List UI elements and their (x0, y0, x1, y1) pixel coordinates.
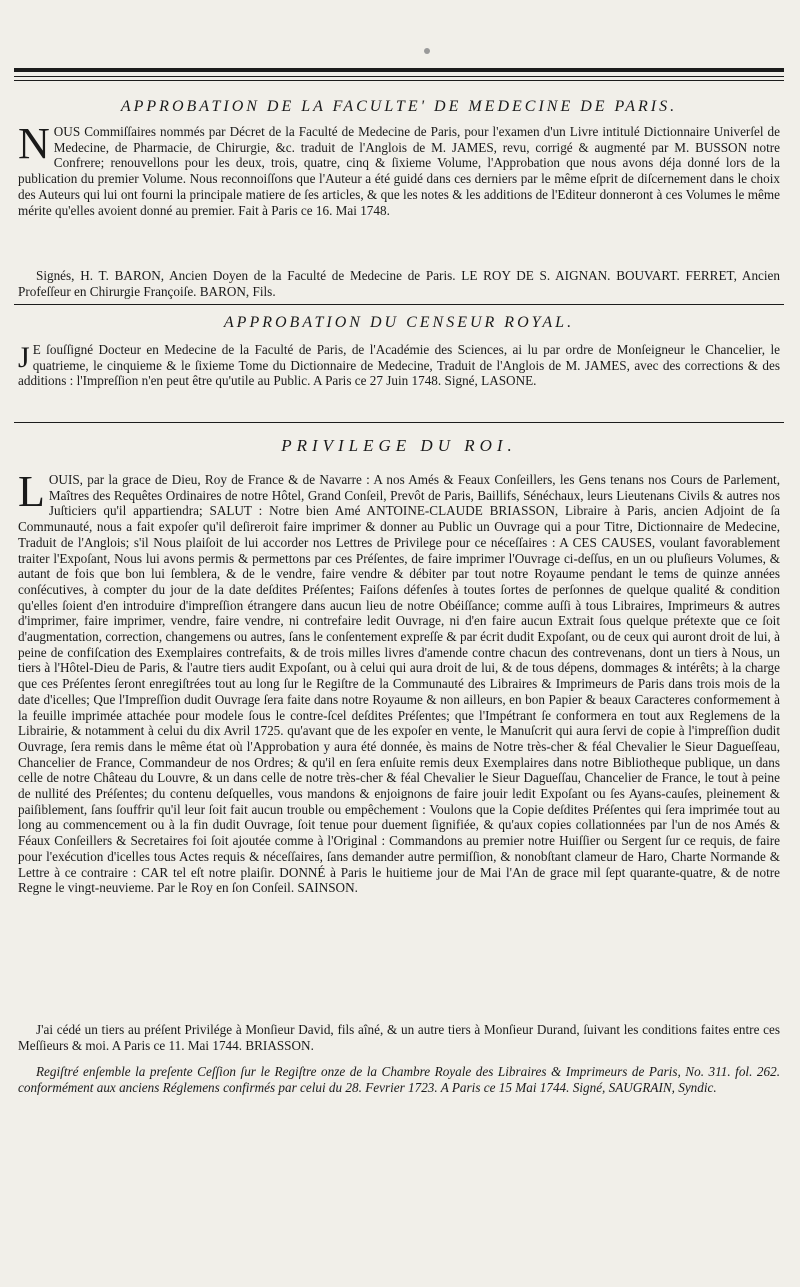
faculte-signatures (18, 268, 780, 299)
privilege-dropcap: L (18, 467, 45, 516)
registre-text (18, 1064, 780, 1095)
privilege-heading: PRIVILEGE DU ROI. (281, 436, 517, 455)
censeur-heading: APPROBATION DU CENSEUR ROYAL. (223, 314, 575, 331)
censeur-dropcap: J (18, 341, 30, 374)
censeur-separator (14, 422, 784, 423)
censeur-body: E ſouſſigné Docteur en Medecine de la Faculté de Paris, de l'Académie des Sciences, ai lu par ordre de Monſeigneur le Chancelier, le quatrieme, le cinquieme & le ſixieme Tome du Dictionnaire de Medecine, Traduit de l'Anglois de M. JAMES, avec des corrections & des additions : l'Impreſſion n'en peut être qu'utile au Public. A Paris ce 27 Juin 1748. Signé, LASONE. (18, 342, 780, 389)
faculte-approbation-text (18, 119, 780, 218)
censeur-approbation-text (18, 342, 780, 389)
top-rule-thin-1 (14, 76, 784, 77)
faculte-separator (14, 304, 784, 305)
top-rule-thin-2 (14, 80, 784, 81)
faculte-heading: APPROBATION DE LA FACULTE' DE MEDECINE DE PARIS. (120, 98, 678, 115)
registre-body: Regiſtré enſemble la preſente Ceſſion ſur le Regiſtre onze de la Chambre Royale des Libraires & Imprimeurs de Paris, No. 311. fol. 262. conformément aux anciens Réglemens confirmés par celui du 28. Fevrier 1723. A Paris ce 15 Mai 1744. Signé, SAUGRAIN, Syndic. (18, 1064, 780, 1095)
faculte-dropcap: N (18, 119, 50, 168)
faculte-signatures-text: Signés, H. T. BARON, Ancien Doyen de la Faculté de Medecine de Paris. LE ROY DE S. AIGNAN. BOUVART. FERRET, Ancien Profeſſeur en Chirurgie Françoiſe. BARON, Fils. (18, 268, 780, 299)
cession-body: J'ai cédé un tiers au préſent Privilége à Monſieur David, fils aîné, & un autre tiers à Monſieur Durand, ſuivant les conditions faites entre ces Meſſieurs & moi. A Paris ce 11. Mai 1744. BRIASSON. (18, 1022, 780, 1053)
faculte-body: OUS Commiſſaires nommés par Décret de la Faculté de Medecine de Paris, pour l'examen d'un Livre intitulé Dictionnaire Univerſel de Medecine, de Pharmacie, de Chirurgie, &c. traduit de l'Anglois de M. JAMES, revu, corrigé & augmenté par M. BUSSON notre Confrere; renouvellons pour les deux, trois, quatre, cinq & ſixieme Volume, l'Approbation que nous avons déja donné lors de la publication du premier Volume. Nous reconnoiſſons que l'Auteur a été guidé dans ces derniers par le même eſprit de diſcernement dans le choix des Auteurs qui lui ont fourni la principale matiere de ſes articles, & que les notes & les additions de l'Editeur donneront à ces Volumes le même mérite qu'elles avoient donné au premier. Fait à Paris ce 16. Mai 1748. (18, 124, 780, 218)
privilege-body: OUIS, par la grace de Dieu, Roy de France & de Navarre : A nos Amés & Feaux Conſeillers, les Gens tenans nos Cours de Parlement, Maîtres des Requêtes Ordinaires de notre Hôtel, Grand Conſeil, Prevôt de Paris, Baillifs, Sénéchaux, leurs Lieutenans Civils & autres nos Juſticiers qu'il appartiendra; SALUT : Notre bien Amé ANTOINE-CLAUDE BRIASSON, Libraire à Paris, ancien Adjoint de ſa Communauté, nous a fait expoſer qu'il deſireroit faire imprimer & donner au Public un Ouvrage qui a pour Titre, Dictionnaire de Medecine, Traduit de l'Anglois; s'il Nous plaiſoit de lui accorder nos Lettres de Privilege pour ce néceſſaires : A CES CAUSES, voulant favorablement traiter l'Expoſant, Nous lui avons permis & permettons par ces Préſentes, de faire imprimer l'Ouvrage ci-deſſus, en un ou pluſieurs Volumes, & autant de fois que bon lui ſemblera, & de le vendre, faire vendre & débiter par tout notre Royaume pendant le tems de quinze années conſécutives, à compter du jour de la date deſdites Préſentes; Faiſons défenſes à toutes ſortes de perſonnes de quelque qualité & condition qu'elles ſoient d'en introduire d'impreſſion étrangere dans aucun lieu de notre Obéiſſance; comme auſſi à tous Libraires, Imprimeurs & autres d'imprimer, faire imprimer, vendre, faire vendre, ni contrefaire ledit Ouvrage, ni d'en faire aucun Extrait ſous quelque prétexte que ce ſoit d'augmentation, correction, changemens ou autres, ſans le conſentement expreſſe & par écrit dudit Expoſant, ou de ceux qui auront droit de lui, à peine de confiſcation des Exemplaires contrefaits, & de trois milles livres d'amende contre chacun des contrevenans, dont un tiers à Nous, un tiers à l'Hôtel-Dieu de Paris, & l'autre tiers audit Expoſant, ou à celui qui aura droit de lui, & de tous dépens, dommages & intérêts; à la charge que ces Préſentes ſeront enregiſtrées tout au long ſur le Regiſtre de la Communauté des Libraires & Imprimeurs de Paris dans trois mois de la date d'icelles; Que l'Impreſſion dudit Ouvrage ſera faite dans notre Royaume & non ailleurs, en bon Papier & beaux Caracteres conformement à la feuille imprimée attachée pour modele ſous le contre-ſcel deſdites Préſentes; que l'Impétrant ſe conformera en tout aux Reglemens de la Librairie, & notamment à celui du dix Avril 1725. qu'avant que de les expoſer en vente, le Manuſcrit qui aura ſervi de copie à l'impreſſion dudit Ouvrage, ſera remis dans le même état où l'Approbation y aura été donnée, ès mains de Notre très-cher & féal Chevalier le Sieur Dagueſſeau, Chancelier de France, Commandeur de nos Ordres; & qu'il en ſera enſuite remis deux Exemplaires dans notre Bibliotheque publique, un dans celle de notre Château du Louvre, & un dans celle de notre très-cher & féal Chevalier le Sieur Dagueſſau, Chancelier de France, le tout à peine de nullité des Préſentes; du contenu deſquelles, vous mandons & enjoignons de faire jouir ledit Expoſant ou ſes Ayans-cauſes, pleinement & paiſiblement, ſans ſouffrir qu'il leur ſoit fait aucun trouble ou empêchement : Voulons que la Copie deſdites Préſentes qui ſera imprimée tout au long au commencement ou à la fin dudit Ouvrage, ſoit tenue pour duement ſignifiée, & qu'aux copies collationnées par l'un de nos Amés & Féaux Conſeillers & Secretaires foi ſoit ajoutée comme à l'Original : Commandons au premier notre Huiſſier ou Sergent ſur ce requis, de faire pour l'exécution d'icelles tous Actes requis & néceſſaires, ſans demander autre permiſſion, & nonobſtant clameur de Haro, Charte Normande & Lettre à ce contraire : CAR tel eſt notre plaiſir. DONNÉ à Paris le huitieme jour de Mai l'An de grace mil ſept quarante-quatre, & de notre Regne le vingt-neuvieme. Par le Roy en ſon Conſeil. SAINSON. (18, 472, 780, 896)
cession-text (18, 1022, 780, 1053)
top-ornament (424, 48, 430, 54)
privilege-text (18, 467, 780, 896)
top-rule-thick (14, 68, 784, 72)
